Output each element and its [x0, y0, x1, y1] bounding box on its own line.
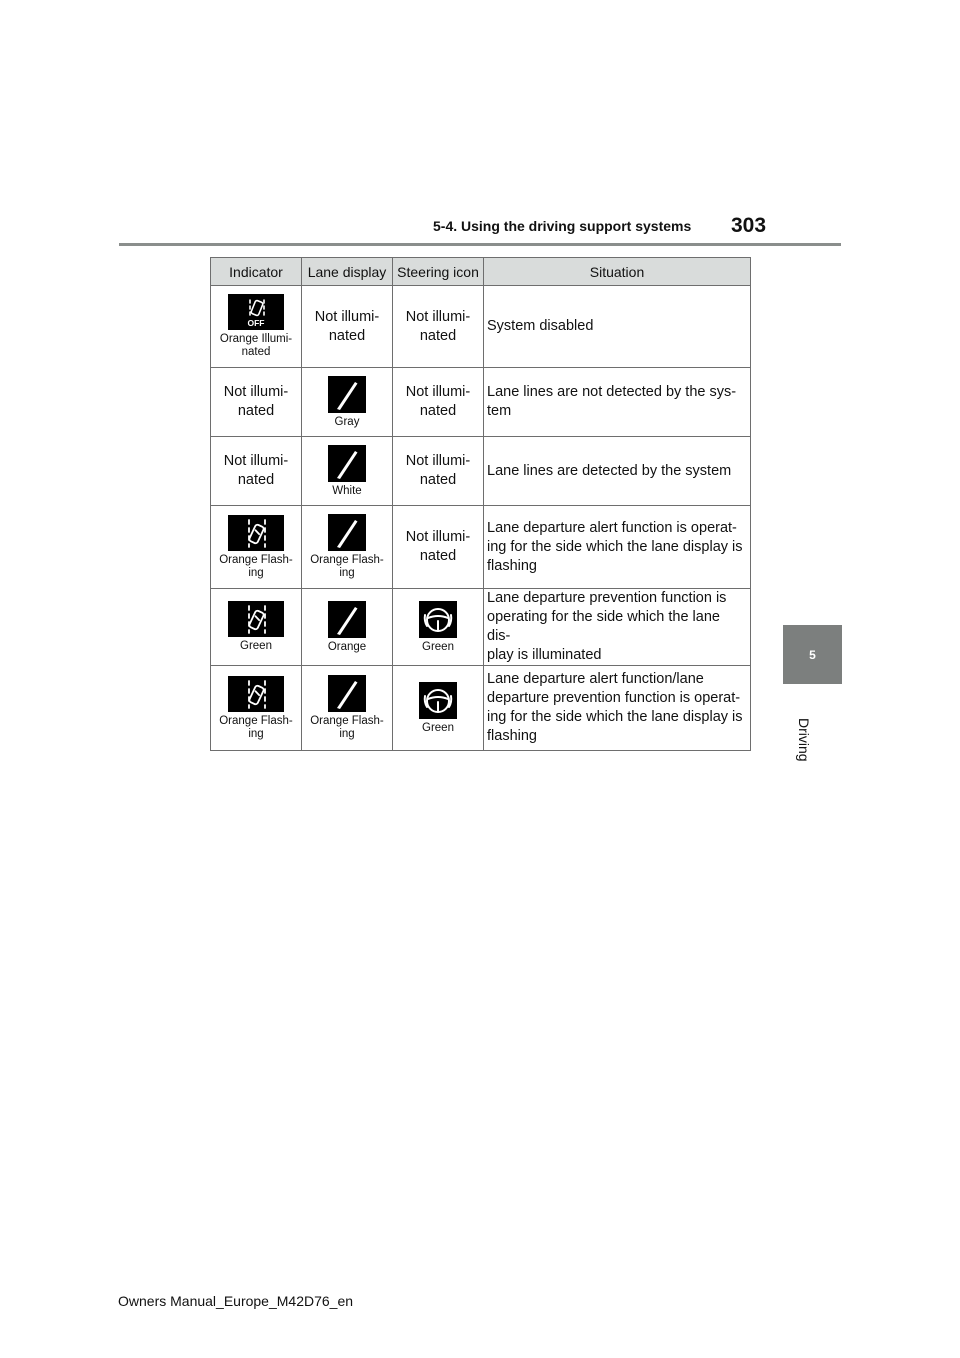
cell-situation [484, 437, 751, 506]
cell-steering-icon [393, 589, 484, 666]
table-body [211, 286, 751, 751]
icon-caption: Gray [334, 415, 360, 428]
icon-caption: Orange [327, 640, 367, 653]
cell-text: Lane departure alert function/lane departure prevention function is operat- ing for the side which the lane display is flashing [487, 671, 743, 744]
icon-caption: Orange Flash- ing [219, 714, 293, 740]
cell-steering-icon [393, 368, 484, 437]
header-lane-display: Lane display [302, 258, 393, 286]
cell-text: System disabled [487, 318, 594, 334]
indicator-status-table [210, 257, 751, 751]
cell-steering-icon [393, 666, 484, 751]
cell-lane-display [302, 437, 393, 506]
cell-indicator [211, 286, 302, 368]
icon-caption: Green [240, 640, 272, 652]
chapter-label: Driving [796, 718, 812, 762]
table-row [211, 368, 751, 437]
cell-text: Not illumi- nated [405, 308, 471, 344]
cell-situation [484, 666, 751, 751]
icon-caption: Orange Flash- ing [310, 715, 384, 740]
cell-indicator [211, 589, 302, 666]
cell-lane-display [302, 368, 393, 437]
cell-indicator [211, 666, 302, 751]
table-row [211, 589, 751, 666]
icon-caption: Green [422, 721, 454, 734]
icon-caption: White [332, 484, 362, 497]
chapter-tab [783, 625, 842, 684]
lane-departure-off-icon [228, 294, 284, 330]
section-title: 5-4. Using the driving support systems [433, 218, 692, 234]
steering-wheel-hands-icon [419, 682, 457, 719]
table-row [211, 506, 751, 589]
page-number: 303 [731, 214, 767, 237]
lane-departure-icon [228, 515, 284, 551]
cell-text: Not illumi- nated [314, 308, 380, 344]
chapter-number: 5 [809, 647, 816, 662]
steering-wheel-hands-icon [419, 601, 457, 638]
cell-lane-display [302, 589, 393, 666]
cell-steering-icon [393, 437, 484, 506]
icon-caption: Orange Flash- ing [310, 554, 384, 579]
icon-caption: Orange Illumi- nated [219, 333, 293, 358]
lane-line-icon [328, 601, 366, 638]
cell-steering-icon [393, 506, 484, 589]
cell-text: Lane lines are not detected by the sys- tem [487, 384, 737, 419]
cell-situation [484, 506, 751, 589]
table-row [211, 666, 751, 751]
cell-indicator [211, 437, 302, 506]
cell-situation [484, 589, 751, 666]
header-indicator: Indicator [211, 258, 302, 286]
lane-departure-icon [228, 601, 284, 637]
table-row [211, 437, 751, 506]
lane-departure-icon [228, 676, 284, 712]
header-steering-icon: Steering icon [393, 258, 484, 286]
cell-text: Not illumi- nated [405, 384, 471, 419]
cell-lane-display [302, 666, 393, 751]
svg-text:OFF: OFF [247, 318, 265, 328]
lane-line-icon [328, 514, 366, 551]
cell-lane-display [302, 286, 393, 368]
cell-situation [484, 286, 751, 368]
cell-text: Lane departure prevention function is operating for the side which the lane dis- play is illuminated [487, 590, 727, 663]
cell-indicator [211, 506, 302, 589]
cell-text: Not illumi- nated [223, 384, 289, 419]
icon-caption: Orange Flash- ing [219, 553, 293, 579]
cell-steering-icon [393, 286, 484, 368]
cell-text: Not illumi- nated [405, 529, 471, 564]
header-situation: Situation [484, 258, 751, 286]
lane-line-icon [328, 675, 366, 712]
cell-text: Lane lines are detected by the system [487, 462, 732, 479]
cell-text: Lane departure alert function is operat- ing for the side which the lane display is flashing [487, 519, 743, 574]
lane-line-icon [328, 445, 366, 482]
lane-line-icon [328, 376, 366, 413]
table-header-row [211, 258, 751, 286]
table-row [211, 286, 751, 368]
icon-caption: Green [422, 640, 454, 653]
cell-text: Not illumi- nated [223, 453, 289, 488]
cell-text: Not illumi- nated [405, 453, 471, 488]
footer-document-id: Owners Manual_Europe_M42D76_en [118, 1293, 354, 1309]
header-rule [119, 243, 841, 246]
cell-indicator [211, 368, 302, 437]
cell-lane-display [302, 506, 393, 589]
cell-situation [484, 368, 751, 437]
